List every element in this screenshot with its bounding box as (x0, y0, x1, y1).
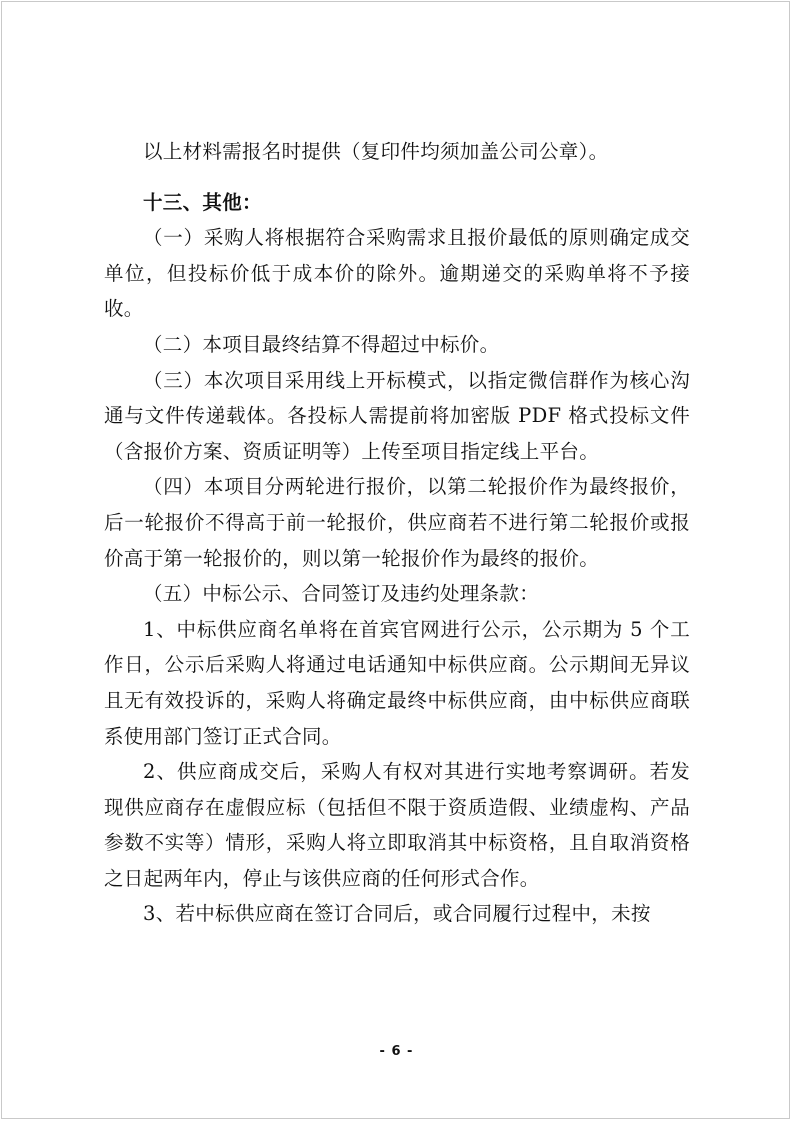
paragraph-item-2: （二）本项目最终结算不得超过中标价。 (143, 332, 500, 356)
document-body (104, 134, 690, 932)
paragraph-item-1: （一）采购人将根据符合采购需求且报价最低的原则确定成交单位，但投标价低于成本价的除外。逾期递交的采购单将不予接收。 (104, 226, 690, 321)
paragraph-clause-2: 2、供应商成交后，采购人有权对其进行实地考察调研。若发现供应商存在虚假应标（包括但不限于资质造假、业绩虚构、产品参数不实等）情形，采购人将立即取消其中标资格，且自取消资格之日起两年内，停止与该供应商的任何形式合作。 (104, 760, 690, 890)
paragraph-materials-note: 以上材料需报名时提供（复印件均须加盖公司公章）。 (143, 140, 609, 163)
paragraph-item-3: （三）本次项目采用线上开标模式，以指定微信群作为核心沟通与文件传递载体。各投标人需提前将加密版 PDF 格式投标文件（含报价方案、资质证明等）上传至项目指定线上平台。 (104, 368, 690, 463)
page-number: - 6 - (379, 1044, 414, 1059)
paragraph-item-5-title: （五）中标公示、合同签订及违约处理条款： (143, 582, 540, 606)
paragraph-clause-1: 1、中标供应商名单将在首宾官网进行公示，公示期为 5 个工作日，公示后采购人将通过电话通知中标供应商。公示期间无异议且无有效投诉的，采购人将确定最终中标供应商，由中标供应商联系使用部门签订正式合同。 (104, 617, 690, 748)
section-heading-other: 十三、其他： (143, 190, 262, 214)
paragraph-item-4: （四）本项目分两轮进行报价，以第二轮报价作为最终报价，后一轮报价不得高于前一轮报价，供应商若不进行第二轮报价或报价高于第一轮报价的，则以第一轮报价作为最终的报价。 (104, 475, 690, 570)
paragraph-clause-3: 3、若中标供应商在签订合同后，或合同履行过程中，未按 (143, 902, 651, 926)
